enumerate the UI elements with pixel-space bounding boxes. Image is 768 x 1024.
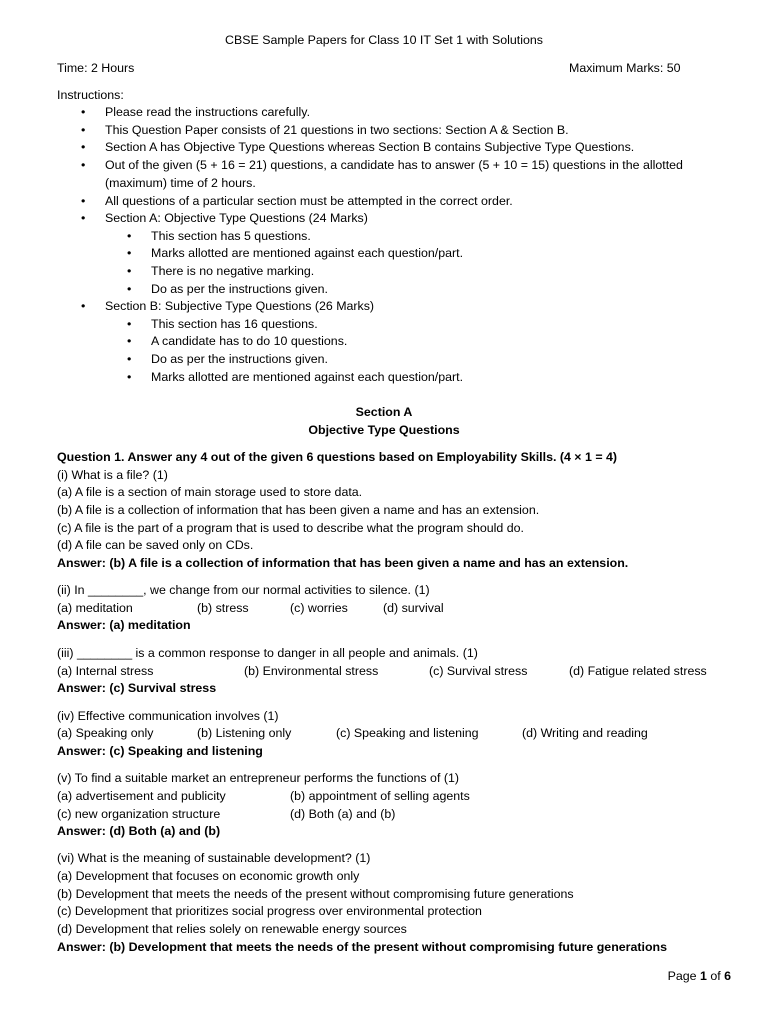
- question-stem: (i) What is a file? (1): [57, 468, 168, 482]
- instruction-item: • This Question Paper consists of 21 questions in two sections: Section A & Section B.: [105, 123, 569, 138]
- answer-option: (b) Development that meets the needs of the present without compromising future generations: [57, 887, 574, 901]
- answer-option: (d) Development that relies solely on renewable energy sources: [57, 922, 407, 936]
- question-heading: Question 1. Answer any 4 out of the given 6 questions based on Employability Skills. (4 × 1 = 4): [57, 450, 618, 464]
- answer-option: (a) Speaking only: [57, 726, 154, 740]
- maximum-marks: Maximum Marks: 50: [569, 61, 681, 75]
- answer-option: (c) worries: [290, 601, 348, 615]
- document-title: CBSE Sample Papers for Class 10 IT Set 1 with Solutions: [225, 33, 543, 47]
- instruction-item-continued: (maximum) time of 2 hours.: [105, 176, 256, 190]
- answer-text: Answer: (b) Development that meets the needs of the present without compromising future generations: [57, 940, 667, 954]
- answer-option: (c) Speaking and listening: [336, 726, 479, 740]
- question-stem: (v) To find a suitable market an entrepreneur performs the functions of (1): [57, 771, 459, 785]
- answer-option: (b) A file is a collection of information that has been given a name and has an extension.: [57, 503, 540, 517]
- instruction-item-section-b: • Section B: Subjective Type Questions (26 Marks): [105, 299, 374, 314]
- exam-time: Time: 2 Hours: [57, 61, 135, 75]
- section-a-subitem: • There is no negative marking.: [151, 264, 314, 279]
- answer-option: (d) A file can be saved only on CDs.: [57, 538, 254, 552]
- question-stem: (vi) What is the meaning of sustainable development? (1): [57, 851, 371, 865]
- answer-option: (d) Fatigue related stress: [569, 664, 707, 678]
- question-stem: (iv) Effective communication involves (1): [57, 709, 279, 723]
- answer-option: (a) advertisement and publicity: [57, 789, 226, 803]
- answer-option: (b) appointment of selling agents: [290, 789, 470, 803]
- section-a-subitem: • Do as per the instructions given.: [151, 282, 328, 297]
- answer-option: (c) A file is the part of a program that is used to describe what the program should do.: [57, 521, 524, 535]
- section-b-subitem: • Do as per the instructions given.: [151, 352, 328, 367]
- page-label: Page: [667, 969, 700, 983]
- section-a-subitem: • This section has 5 questions.: [151, 229, 311, 244]
- answer-text: Answer: (a) meditation: [57, 618, 191, 632]
- answer-text: Answer: (c) Speaking and listening: [57, 744, 263, 758]
- question-stem: (ii) In ________, we change from our normal activities to silence. (1): [57, 583, 430, 597]
- instruction-item: • All questions of a particular section must be attempted in the correct order.: [105, 194, 513, 209]
- section-subtitle: Objective Type Questions: [308, 423, 460, 437]
- section-a-subitem: • Marks allotted are mentioned against each question/part.: [151, 246, 463, 261]
- answer-option: (c) Development that prioritizes social progress over environmental protection: [57, 904, 482, 918]
- page-separator: of: [706, 969, 725, 983]
- answer-text: Answer: (c) Survival stress: [57, 681, 217, 695]
- answer-option: (a) A file is a section of main storage used to store data.: [57, 485, 363, 499]
- instruction-item: • Please read the instructions carefully.: [105, 105, 310, 120]
- page-total: 6: [724, 969, 731, 983]
- answer-option: (c) new organization structure: [57, 807, 221, 821]
- page-number: [606, 969, 731, 984]
- answer-option: (d) Both (a) and (b): [290, 807, 396, 821]
- instructions-heading: Instructions:: [57, 88, 124, 102]
- answer-text: Answer: (d) Both (a) and (b): [57, 824, 221, 838]
- question-stem: (iii) ________ is a common response to danger in all people and animals. (1): [57, 646, 478, 660]
- answer-option: (a) meditation: [57, 601, 133, 615]
- section-b-subitem: • This section has 16 questions.: [151, 317, 318, 332]
- answer-option: (b) stress: [197, 601, 249, 615]
- page-current: 1: [699, 969, 707, 983]
- answer-option: (b) Listening only: [197, 726, 292, 740]
- section-b-subitem: • A candidate has to do 10 questions.: [151, 334, 347, 349]
- answer-text: Answer: (b) A file is a collection of information that has been given a name and has an extension.: [57, 556, 629, 570]
- section-title: Section A: [355, 405, 413, 419]
- answer-option: (a) Internal stress: [57, 664, 154, 678]
- instruction-item: • Section A has Objective Type Questions whereas Section B contains Subjective Type Questions.: [105, 140, 634, 155]
- answer-option: (d) Writing and reading: [522, 726, 648, 740]
- answer-option: (c) Survival stress: [429, 664, 528, 678]
- answer-option: (b) Environmental stress: [244, 664, 379, 678]
- section-b-subitem: • Marks allotted are mentioned against each question/part.: [151, 370, 463, 385]
- answer-option: (a) Development that focuses on economic growth only: [57, 869, 360, 883]
- instruction-item: • Out of the given (5 + 16 = 21) questions, a candidate has to answer (5 + 10 = 15) questions in the allotted: [105, 158, 683, 173]
- answer-option: (d) survival: [383, 601, 444, 615]
- instruction-item-section-a: • Section A: Objective Type Questions (24 Marks): [105, 211, 368, 226]
